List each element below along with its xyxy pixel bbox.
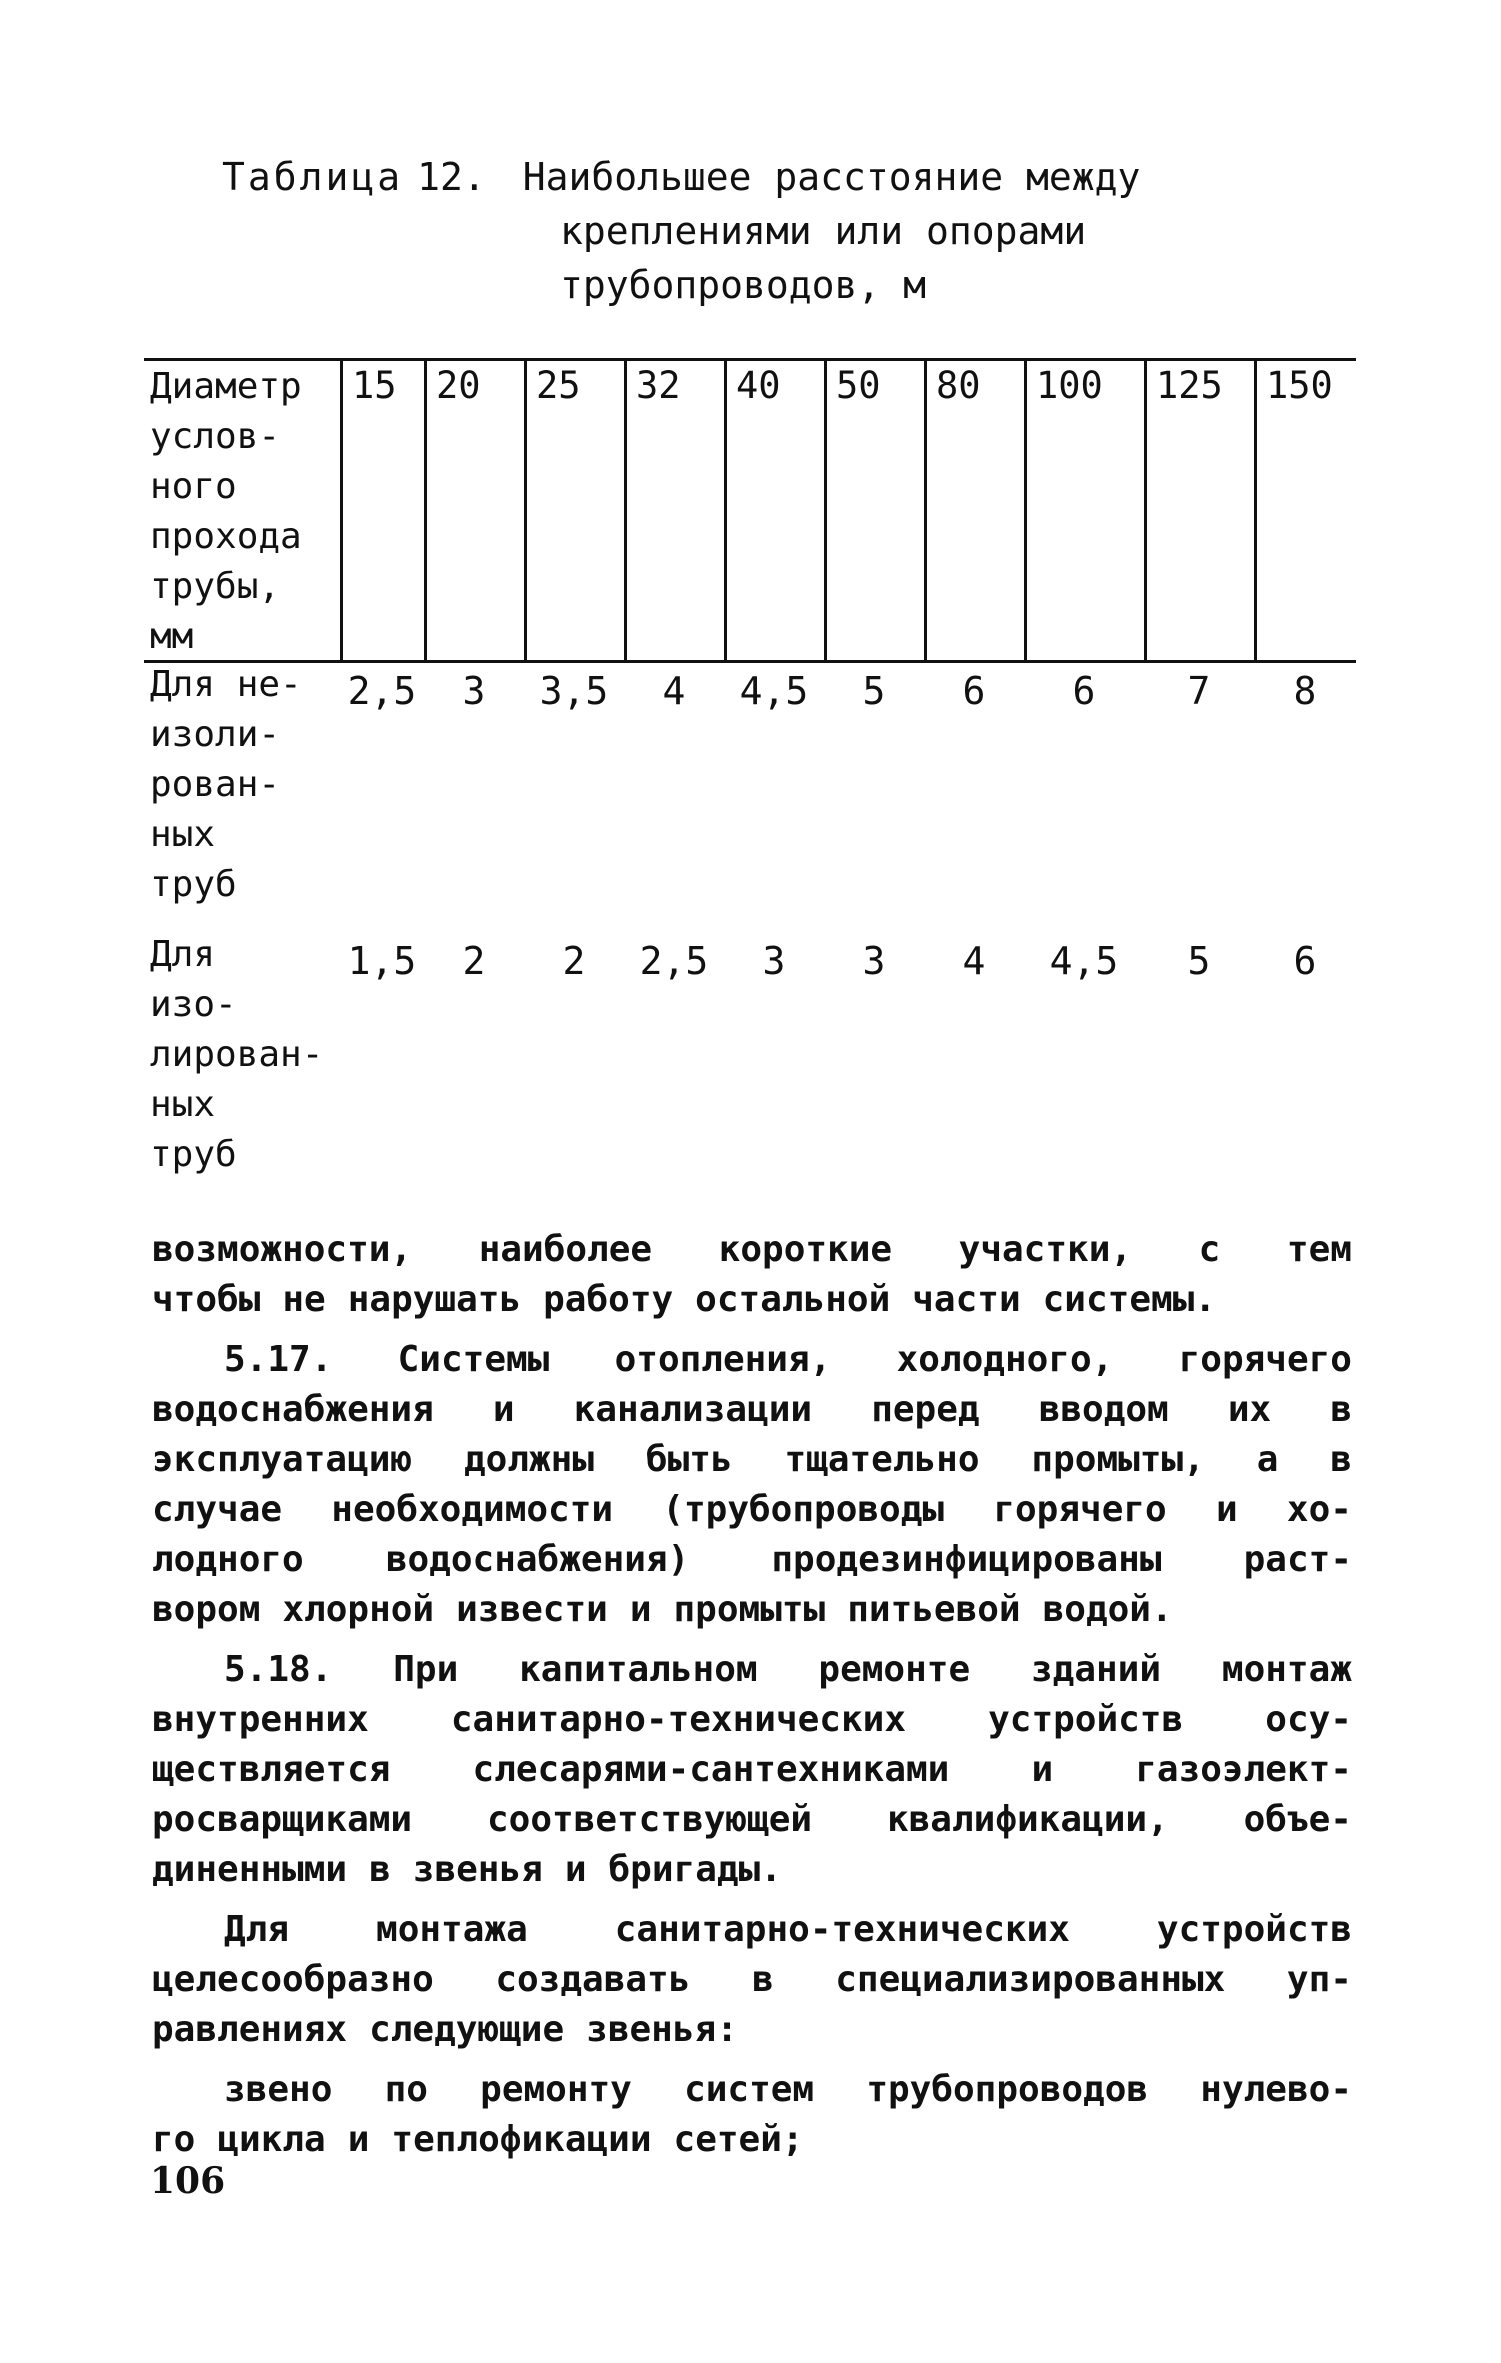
text-line: лодного водоснабжения) продезинфицированы раст-: [152, 1539, 1352, 1580]
diameter-header-cell: 32: [636, 364, 681, 407]
text-line: эксплуатацию должны быть тщательно промыты, а в: [152, 1439, 1352, 1480]
spacing-value-cell: 8: [1293, 669, 1317, 713]
text-line: вором хлорной извести и промыты питьевой водой.: [152, 1589, 1173, 1630]
spacing-value-cell: 2,5: [347, 669, 417, 713]
spacing-value-cell: 6: [1072, 669, 1096, 713]
spacing-value-cell: 4: [662, 669, 686, 713]
diameter-header-cell: 150: [1266, 364, 1333, 407]
caption-line-2: креплениями или опорами: [560, 209, 1087, 253]
row-label-line: ных: [150, 1084, 216, 1125]
text-line: го цикла и теплофикации сетей;: [152, 2119, 804, 2160]
text-line: 5.17. Системы отопления, холодного, горячего: [224, 1339, 1352, 1380]
row-label-line: лирован-: [150, 1034, 324, 1075]
table-column-rule: [340, 358, 343, 660]
spacing-value-cell: 1,5: [347, 939, 417, 983]
header-label-line: прохода: [150, 516, 302, 557]
diameter-header-cell: 20: [436, 364, 481, 407]
spacing-value-cell: 4: [962, 939, 986, 983]
row-label-line: труб: [150, 1134, 237, 1175]
diameter-header-cell: 125: [1156, 364, 1223, 407]
spacing-value-cell: 6: [962, 669, 986, 713]
caption-label: Таблица: [222, 155, 404, 199]
header-label-line: трубы,: [150, 566, 281, 607]
table-column-rule: [924, 358, 927, 660]
header-label: [150, 362, 302, 662]
row-label-line: Для: [150, 934, 216, 975]
row-label-line: Для не-: [150, 664, 302, 705]
spacing-value-cell: 3,5: [539, 669, 609, 713]
row-label-line: изоли-: [150, 714, 281, 755]
spacing-value-cell: 5: [862, 669, 886, 713]
diameter-header-cell: 80: [936, 364, 981, 407]
header-label-line: мм: [150, 616, 194, 657]
table-column-rule: [424, 358, 427, 660]
text-line: равлениях следующие звенья:: [152, 2009, 738, 2050]
spacing-value-cell: 2: [562, 939, 586, 983]
table-column-rule: [524, 358, 527, 660]
spacing-value-cell: 4,5: [1049, 939, 1119, 983]
table-column-rule: [1254, 358, 1257, 660]
table-caption: [222, 150, 1141, 307]
table-column-rule: [1024, 358, 1027, 660]
text-line: росварщиками соответствующей квалификации, объе-: [152, 1799, 1352, 1840]
row-label-uninsulated: [150, 660, 302, 910]
spacing-value-cell: 3: [862, 939, 886, 983]
text-line: диненными в звенья и бригады.: [152, 1849, 782, 1890]
diameter-header-cell: 50: [836, 364, 881, 407]
row-label-line: изо-: [150, 984, 237, 1025]
caption-line-3: трубопроводов, м: [560, 263, 927, 307]
text-line: чтобы не нарушать работу остальной части системы.: [152, 1279, 1217, 1320]
spacing-value-cell: 4,5: [739, 669, 809, 713]
table-column-rule: [724, 358, 727, 660]
row-label-insulated: [150, 930, 323, 1180]
spacing-value-cell: 7: [1187, 669, 1211, 713]
text-line: водоснабжения и канализации перед вводом их в: [152, 1389, 1352, 1430]
body-text: [152, 1225, 1352, 2165]
table-column-rule: [1144, 358, 1147, 660]
text-line: целесообразно создавать в специализированных уп-: [152, 1959, 1352, 2000]
diameter-header-cell: 100: [1036, 364, 1103, 407]
text-line: возможности, наиболее короткие участки, с тем: [152, 1229, 1352, 1270]
spacing-value-cell: 3: [762, 939, 786, 983]
header-label-line: услов-: [150, 416, 281, 457]
diameter-header-cell: 15: [352, 364, 397, 407]
text-line: внутренних санитарно-технических устройств осу-: [152, 1699, 1352, 1740]
header-label-line: Диаметр: [150, 366, 302, 407]
diameter-header-cell: 40: [736, 364, 781, 407]
spacing-value-cell: 3: [462, 669, 486, 713]
header-label-line: ного: [150, 466, 237, 507]
row-label-line: рован-: [150, 764, 281, 805]
row-label-line: труб: [150, 864, 237, 905]
text-line: Для монтажа санитарно-технических устройств: [224, 1909, 1352, 1950]
text-line: случае необходимости (трубопроводы горячего и хо-: [152, 1489, 1352, 1530]
caption-line-1: Наибольшее расстояние между: [522, 155, 1141, 199]
diameter-header-cell: 25: [536, 364, 581, 407]
text-line: звено по ремонту систем трубопроводов нулево-: [224, 2069, 1352, 2110]
text-line: 5.18. При капитальном ремонте зданий монтаж: [224, 1649, 1352, 1690]
spacing-value-cell: 5: [1187, 939, 1211, 983]
page-number: 106: [150, 2160, 226, 2202]
caption-number: 12.: [417, 155, 486, 199]
spacing-value-cell: 6: [1293, 939, 1317, 983]
table-column-rule: [624, 358, 627, 660]
spacing-value-cell: 2: [462, 939, 486, 983]
text-line: ществляется слесарями-сантехниками и газоэлект-: [152, 1749, 1352, 1790]
spacing-value-cell: 2,5: [639, 939, 709, 983]
table-header-rule: [144, 660, 1356, 663]
row-label-line: ных: [150, 814, 216, 855]
table-column-rule: [824, 358, 827, 660]
